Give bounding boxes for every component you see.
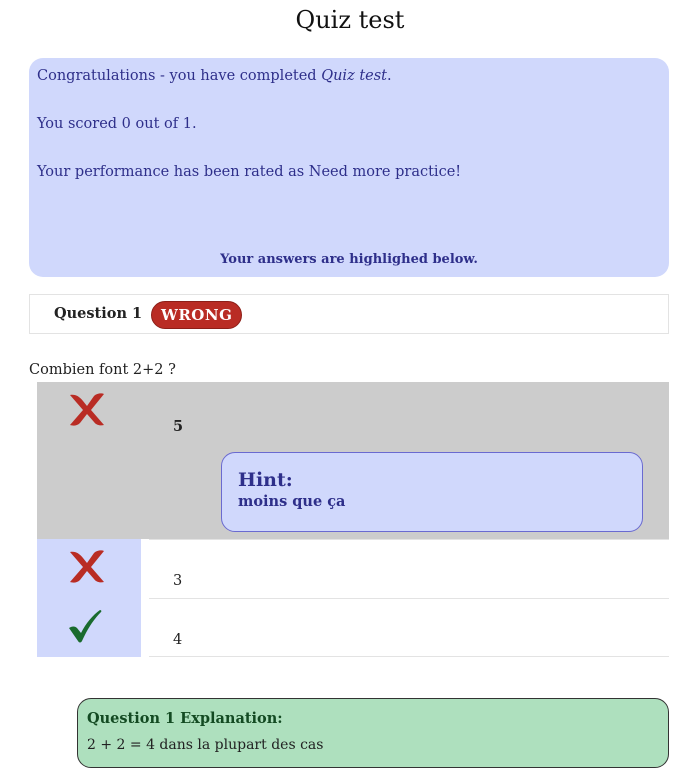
explanation-title: Question 1 Explanation: (87, 710, 283, 727)
cross-icon (67, 392, 107, 428)
congrats-line (37, 68, 392, 84)
answer-text-cell (149, 598, 669, 657)
answer-option (37, 598, 669, 657)
answer-mark-cell (37, 382, 141, 539)
question-label: Question 1 (54, 305, 143, 322)
answers-note: Your answers are highlighed below. (220, 252, 478, 267)
answer-text: 5 (173, 418, 184, 435)
score-line: You scored 0 out of 1. (37, 116, 197, 132)
answer-text: 4 (173, 632, 183, 648)
question-header (29, 294, 669, 334)
hint-text: moins que ça (238, 493, 346, 510)
answer-mark-cell (37, 539, 141, 598)
answer-list (37, 382, 669, 657)
answer-text: 3 (173, 573, 183, 589)
status-badge: WRONG (151, 301, 242, 329)
check-icon (67, 608, 103, 644)
result-summary (29, 58, 669, 277)
answer-option-selected (37, 382, 669, 539)
page-title: Quiz test (295, 6, 405, 34)
answer-mark-cell (37, 598, 141, 657)
answer-text-cell (149, 539, 669, 598)
explanation-box (77, 698, 669, 768)
quiz-name: Quiz test (321, 68, 387, 84)
hint-box (221, 452, 643, 532)
answer-option (37, 539, 669, 598)
rating-line: Your performance has been rated as Need more practice! (37, 164, 462, 180)
question-text: Combien font 2+2 ? (29, 362, 176, 378)
congrats-suffix: . (387, 68, 392, 84)
cross-icon (67, 549, 107, 585)
congrats-prefix: Congratulations - you have completed (37, 68, 322, 84)
hint-title: Hint: (238, 469, 293, 491)
explanation-text: 2 + 2 = 4 dans la plupart des cas (87, 737, 324, 753)
